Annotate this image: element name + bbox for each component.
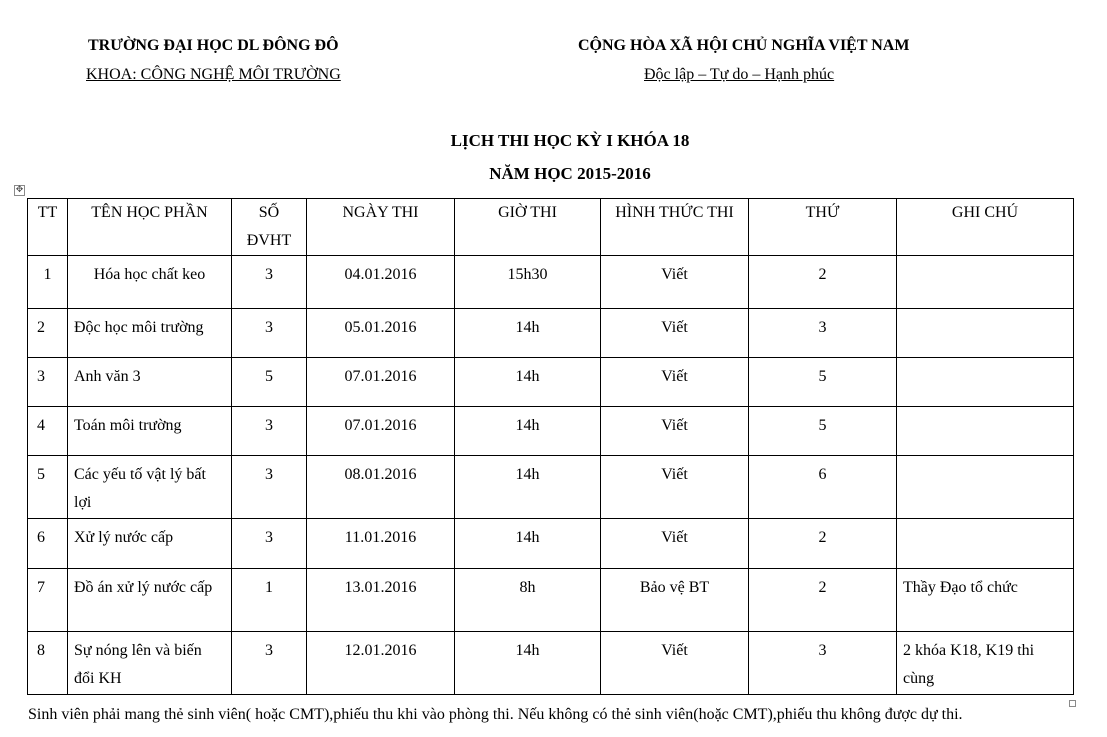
cell-note xyxy=(897,456,1074,519)
cell-credits: 1 xyxy=(232,569,307,632)
table-row xyxy=(28,569,1074,632)
cell-format: Viết xyxy=(601,358,749,407)
table-row xyxy=(28,632,1074,695)
cell-time: 14h xyxy=(455,456,601,519)
header-time: GIỜ THI xyxy=(455,199,601,256)
cell-date: 12.01.2016 xyxy=(307,632,455,695)
cell-tt: 3 xyxy=(28,358,68,407)
cell-time: 14h xyxy=(455,632,601,695)
cell-time: 8h xyxy=(455,569,601,632)
cell-credits: 3 xyxy=(232,519,307,569)
cell-weekday: 2 xyxy=(749,256,897,309)
cell-tt: 5 xyxy=(28,456,68,519)
cell-course: Toán môi trường xyxy=(68,407,232,456)
table-row xyxy=(28,256,1074,309)
cell-note xyxy=(897,519,1074,569)
cell-date: 07.01.2016 xyxy=(307,358,455,407)
cell-note: Thầy Đạo tổ chức xyxy=(897,569,1074,632)
academic-year-title: NĂM HỌC 2015-2016 xyxy=(489,164,651,183)
cell-tt: 2 xyxy=(28,309,68,358)
cell-format: Viết xyxy=(601,407,749,456)
table-row xyxy=(28,407,1074,456)
cell-tt: 4 xyxy=(28,407,68,456)
cell-tt: 7 xyxy=(28,569,68,632)
cell-course: Độc học môi trường xyxy=(68,309,232,358)
cell-note: 2 khóa K18, K19 thi cùng xyxy=(897,632,1074,695)
cell-format: Bảo vệ BT xyxy=(601,569,749,632)
header-tt: TT xyxy=(28,199,68,256)
cell-weekday: 5 xyxy=(749,407,897,456)
table-row xyxy=(28,358,1074,407)
table-move-handle-icon[interactable]: ✥ xyxy=(15,185,24,195)
cell-time: 14h xyxy=(455,407,601,456)
cell-format: Viết xyxy=(601,456,749,519)
table-row xyxy=(28,309,1074,358)
cell-date: 04.01.2016 xyxy=(307,256,455,309)
cell-note xyxy=(897,309,1074,358)
cell-format: Viết xyxy=(601,309,749,358)
cell-course: Đồ án xử lý nước cấp xyxy=(68,569,232,632)
cell-credits: 3 xyxy=(232,256,307,309)
department-name: KHOA: CÔNG NGHỆ MÔI TRƯỜNG xyxy=(86,66,341,83)
cell-date: 08.01.2016 xyxy=(307,456,455,519)
cell-course: Sự nóng lên và biến đổi KH xyxy=(68,632,232,695)
cell-date: 11.01.2016 xyxy=(307,519,455,569)
cell-format: Viết xyxy=(601,632,749,695)
table-resize-handle[interactable] xyxy=(1069,700,1076,707)
cell-weekday: 5 xyxy=(749,358,897,407)
cell-time: 14h xyxy=(455,358,601,407)
cell-date: 05.01.2016 xyxy=(307,309,455,358)
cell-credits: 5 xyxy=(232,358,307,407)
cell-date: 13.01.2016 xyxy=(307,569,455,632)
header-note: GHI CHÚ xyxy=(897,199,1074,256)
cell-credits: 3 xyxy=(232,456,307,519)
cell-credits: 3 xyxy=(232,632,307,695)
national-motto: Độc lập – Tự do – Hạnh phúc xyxy=(644,66,835,83)
header-course: TÊN HỌC PHẦN xyxy=(68,199,232,256)
cell-course: Hóa học chất keo xyxy=(68,256,232,309)
cell-weekday: 6 xyxy=(749,456,897,519)
cell-weekday: 2 xyxy=(749,519,897,569)
cell-course: Anh văn 3 xyxy=(68,358,232,407)
cell-tt: 8 xyxy=(28,632,68,695)
cell-note xyxy=(897,407,1074,456)
cell-tt: 6 xyxy=(28,519,68,569)
exam-schedule-table xyxy=(27,198,1074,695)
header-weekday: THỨ xyxy=(749,199,897,256)
cell-course: Xử lý nước cấp xyxy=(68,519,232,569)
header-date: NGÀY THI xyxy=(307,199,455,256)
cell-weekday: 2 xyxy=(749,569,897,632)
table-row xyxy=(28,456,1074,519)
cell-credits: 3 xyxy=(232,309,307,358)
footer-note: Sinh viên phải mang thẻ sinh viên( hoặc CMT),phiếu thu khi vào phòng thi. Nếu không có thẻ sinh viên(hoặc CMT),phiếu thu không được dự thi. xyxy=(28,706,963,723)
header-format: HÌNH THỨC THI xyxy=(601,199,749,256)
table-row xyxy=(28,519,1074,569)
cell-weekday: 3 xyxy=(749,309,897,358)
document-title: LỊCH THI HỌC KỲ I KHÓA 18 xyxy=(450,131,690,150)
country-name: CỘNG HÒA XÃ HỘI CHỦ NGHĨA VIỆT NAM xyxy=(578,37,910,54)
cell-note xyxy=(897,256,1074,309)
cell-credits: 3 xyxy=(232,407,307,456)
table-header-row xyxy=(28,199,1074,256)
header-credits: SỐ ĐVHT xyxy=(232,199,307,256)
cell-format: Viết xyxy=(601,256,749,309)
cell-time: 14h xyxy=(455,309,601,358)
cell-weekday: 3 xyxy=(749,632,897,695)
cell-time: 15h30 xyxy=(455,256,601,309)
cell-note xyxy=(897,358,1074,407)
cell-format: Viết xyxy=(601,519,749,569)
cell-time: 14h xyxy=(455,519,601,569)
cell-tt: 1 xyxy=(28,256,68,309)
school-name: TRƯỜNG ĐẠI HỌC DL ĐÔNG ĐÔ xyxy=(88,37,339,54)
cell-date: 07.01.2016 xyxy=(307,407,455,456)
cell-course: Các yếu tố vật lý bất lợi xyxy=(68,456,232,519)
